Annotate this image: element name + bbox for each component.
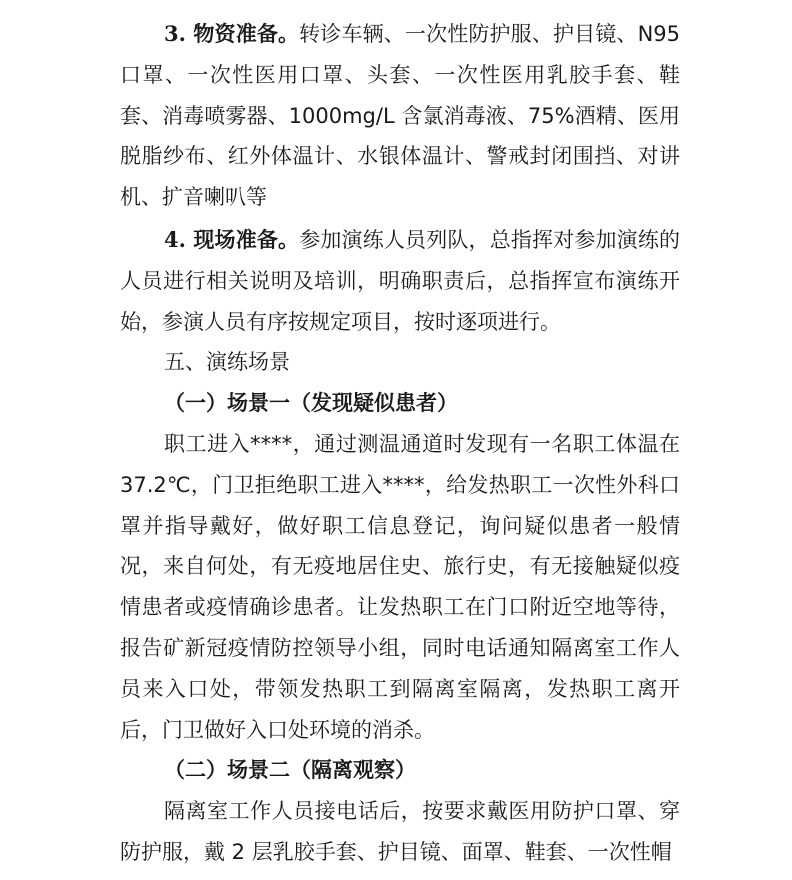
subsection-heading: （一）场景一（发现疑似患者） [164, 390, 458, 416]
paragraph-scene1: 职工进入****，通过测温通道时发现有一名职工体温在37.2℃，门卫拒绝职工进入****，给发热职工一次性外科口罩并指导戴好，做好职工信息登记，询问疑似患者一般情况，来自何处，有无疫地居住史、旅行史，有无接触疑似疫情患者或疫情确诊患者。让发热职工在门口附近空地等待，报告矿新冠疫情防控领导小组，同时电话通知隔离室工作人员来入口处，带领发热职工到隔离室隔离，发热职工离开后，门卫做好入口处环境的消杀。 [120, 431, 680, 742]
paragraph-lead: 3. 物资准备。 [164, 21, 300, 46]
paragraph-material-preparation [120, 14, 680, 218]
paragraph-scene2: 隔离室工作人员接电话后，按要求戴医用防护口罩、穿防护服，戴 2 层乳胶手套、护目镜、面罩、鞋套、一次性帽 [120, 799, 680, 864]
paragraph-text: 转诊车辆、一次性防护服、护目镜、N95口罩、一次性医用口罩、头套、一次性医用乳胶手套、鞋套、消毒喷雾器、1000mg/L 含氯消毒液、75%酒精、医用脱脂纱布、红外体温计、水银体温计、警戒封闭围挡、对讲机、扩音喇叭等 [120, 22, 681, 210]
document-body [120, 14, 680, 873]
paragraph-lead: 4. 现场准备。 [164, 226, 300, 252]
paragraph-text: 参加演练人员列队，总指挥对参加演练的人员进行相关说明及培训，明确职责后，总指挥宣布演练开始，参演人员有序按规定项目，按时逐项进行。 [120, 227, 681, 334]
paragraph-site-preparation [120, 220, 680, 342]
subsection-heading: （二）场景二（隔离观察） [164, 757, 416, 783]
section-heading: 五、演练场景 [164, 350, 290, 375]
